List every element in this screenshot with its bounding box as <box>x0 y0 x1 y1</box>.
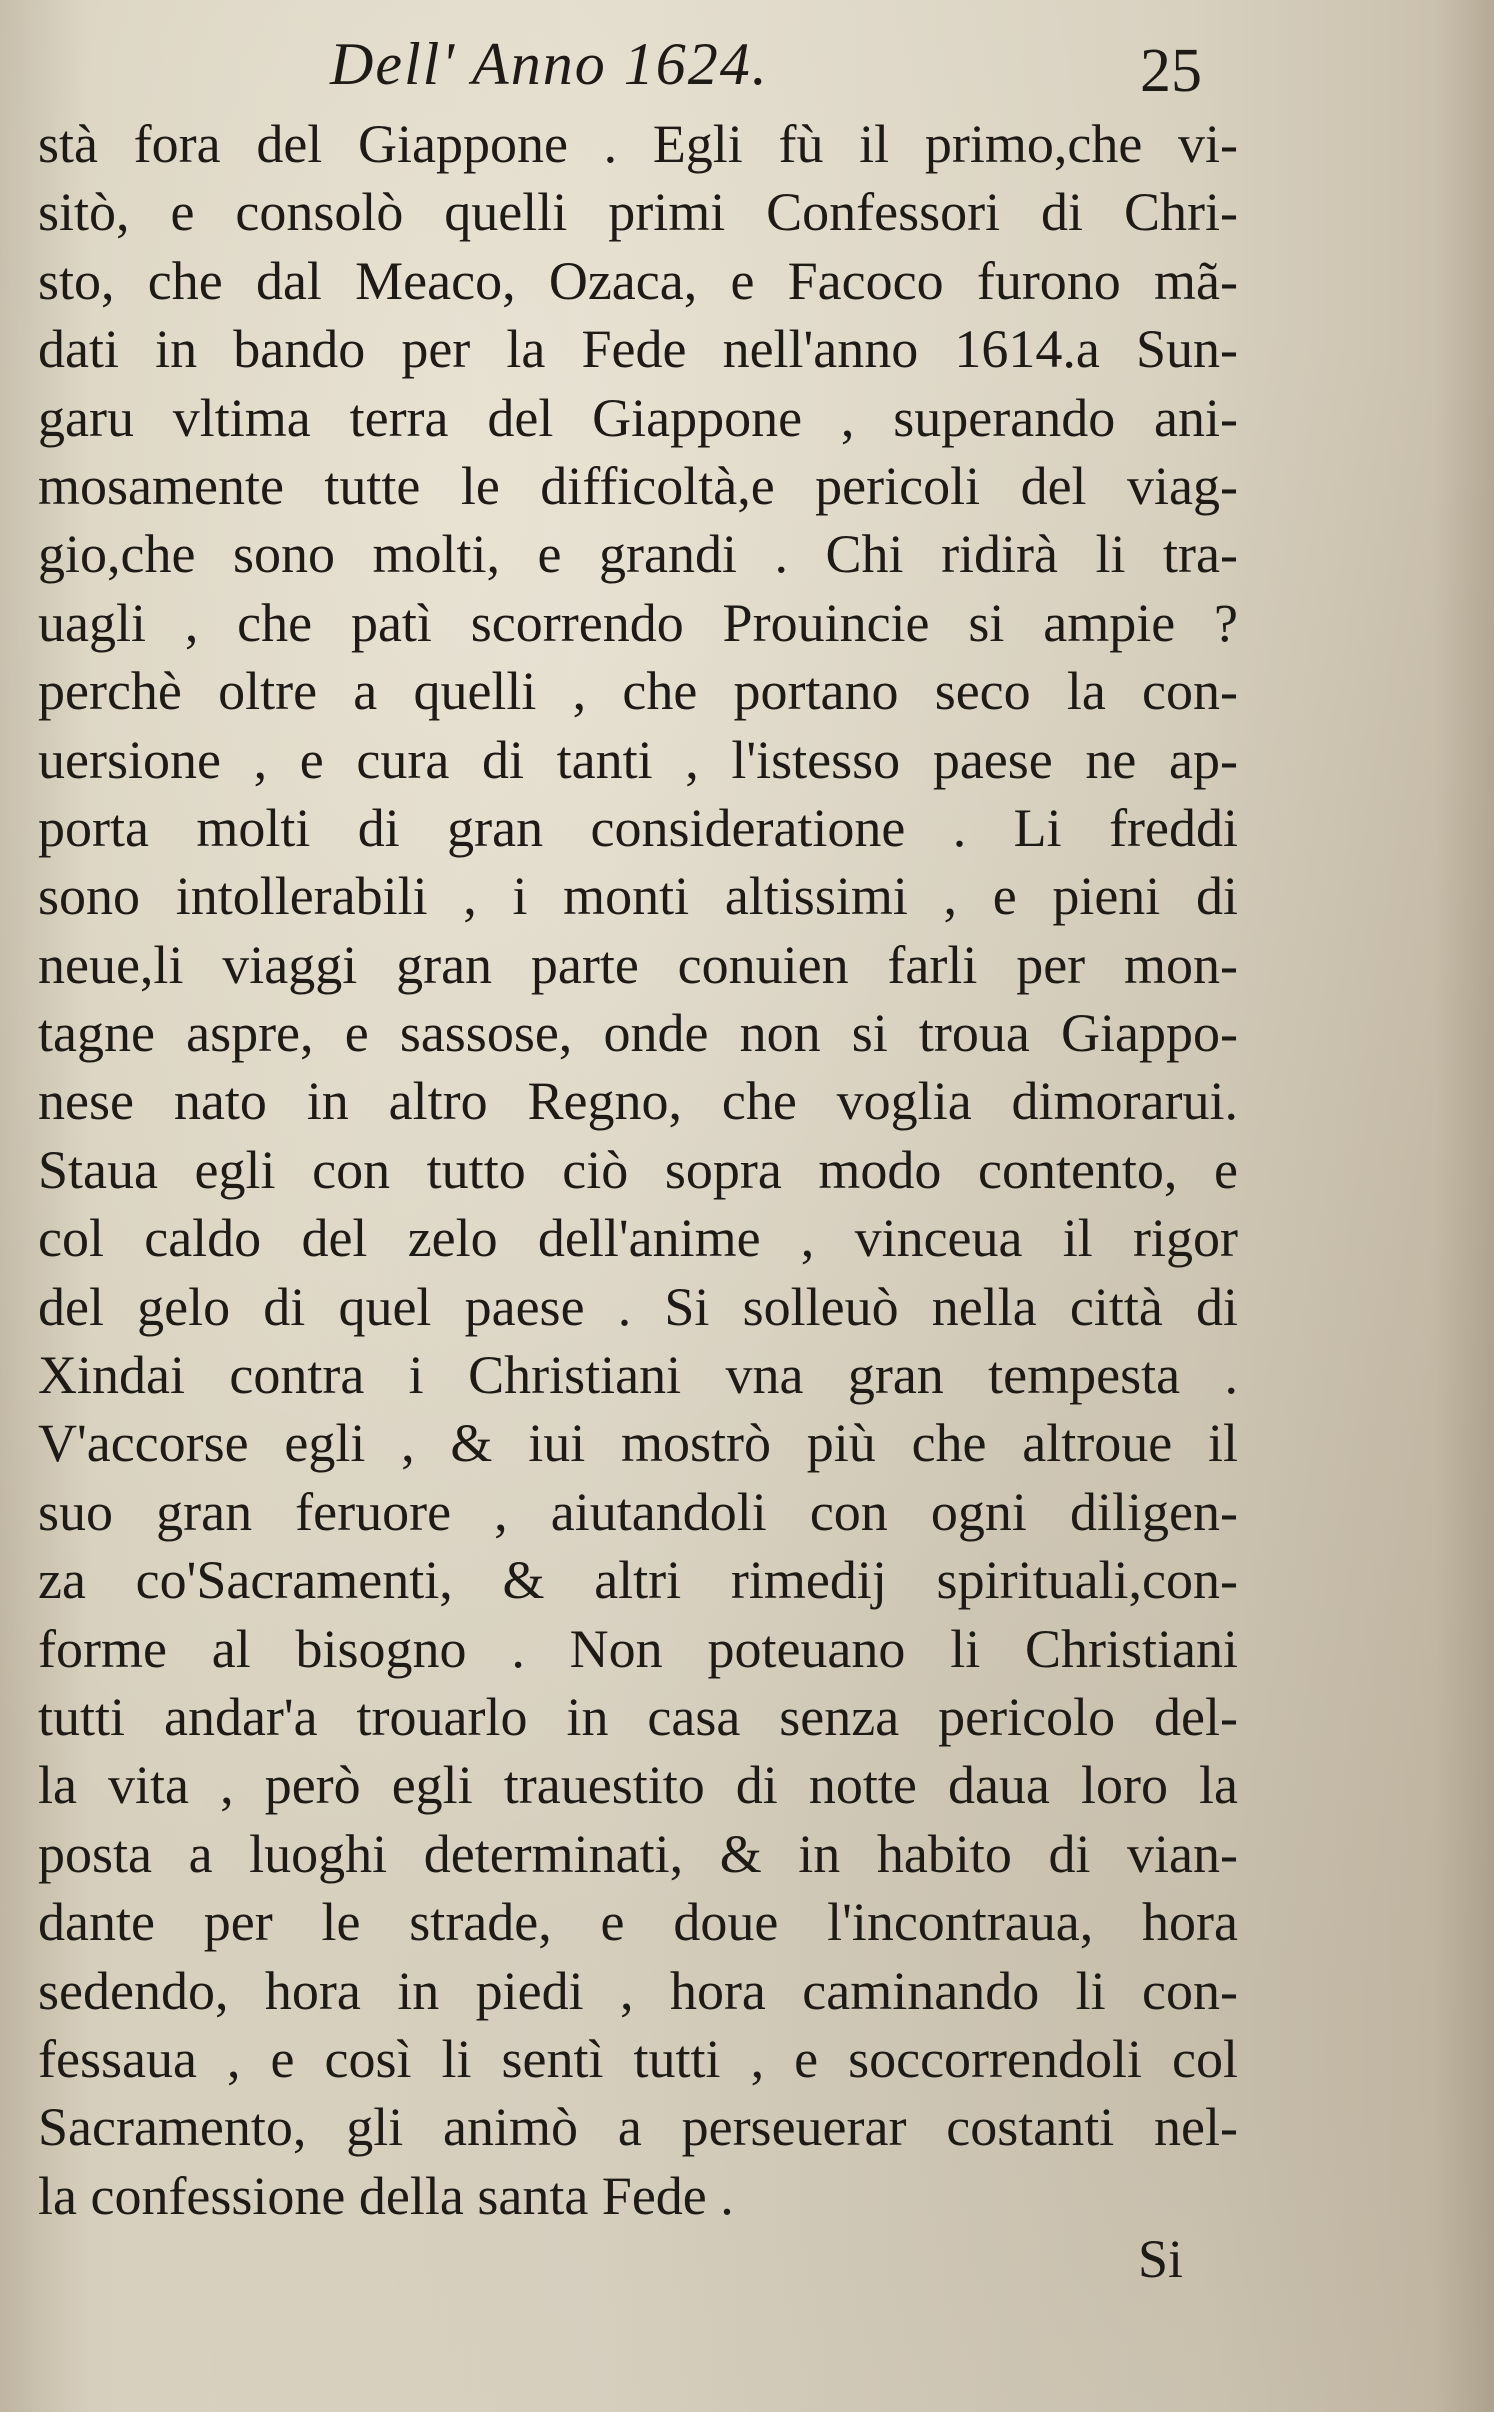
text-line: tagne aspre, e sassose, onde non si troua Giappo- <box>38 1003 1238 1064</box>
text-line: suo gran feruore , aiutandoli con ogni diligen- <box>38 1481 1238 1542</box>
text-line: uersione , e cura di tanti , l'istesso paese ne ap- <box>38 729 1238 790</box>
text-line: Xindai contra i Christiani vna gran tempesta . <box>38 1345 1238 1406</box>
text-line: tutti andar'a trouarlo in casa senza pericolo del- <box>38 1686 1238 1747</box>
text-line-last: la confessione della santa Fede . <box>38 2165 734 2226</box>
text-line: sto, che dal Meaco, Ozaca, e Facoco furono mã- <box>38 250 1238 311</box>
text-line: sedendo, hora in piedi , hora caminando li con- <box>38 1960 1238 2021</box>
catchword: Si <box>1138 2229 1184 2289</box>
text-line: neue,li viaggi gran parte conuien farli per mon- <box>38 934 1238 995</box>
text-line: perchè oltre a quelli , che portano seco la con- <box>38 661 1238 722</box>
text-line: za co'Sacramenti, & altri rimedij spirituali,con- <box>38 1550 1238 1611</box>
text-line: sono intollerabili , i monti altissimi , e pieni di <box>38 866 1238 927</box>
text-line: fessaua , e così li sentì tutti , e soccorrendoli col <box>38 2028 1238 2089</box>
text-line: Staua egli con tutto ciò sopra modo contento, e <box>38 1139 1238 1200</box>
text-line: stà fora del Giappone . Egli fù il primo,che vi- <box>38 114 1238 174</box>
body-text <box>38 110 1238 2230</box>
text-line: la vita , però egli trauestito di notte daua loro la <box>38 1755 1238 1816</box>
text-line: posta a luoghi determinati, & in habito di vian- <box>38 1823 1238 1884</box>
text-line: V'accorse egli , & iui mostrò più che altroue il <box>38 1413 1238 1474</box>
text-line: col caldo del zelo dell'anime , vinceua il rigor <box>38 1208 1238 1269</box>
text-line: garu vltima terra del Giappone , superando ani- <box>38 387 1238 448</box>
text-line: uagli , che patì scorrendo Prouincie si ampie ? <box>38 592 1238 653</box>
text-line: porta molti di gran consideratione . Li freddi <box>38 797 1238 858</box>
text-line: Sacramento, gli animò a perseuerar costanti nel- <box>38 2097 1238 2158</box>
running-head: Dell' Anno 1624. <box>330 31 769 97</box>
text-line: forme al bisogno . Non poteuano li Christiani <box>38 1618 1238 1679</box>
page-edge-shadow <box>1434 0 1494 2412</box>
text-line: dati in bando per la Fede nell'anno 1614.a Sun- <box>38 319 1238 380</box>
text-line: dante per le strade, e doue l'incontraua, hora <box>38 1892 1238 1953</box>
text-line: del gelo di quel paese . Si solleuò nella città di <box>38 1276 1238 1337</box>
text-line: mosamente tutte le difficoltà,e pericoli del viag- <box>38 455 1238 516</box>
page-number: 25 <box>1140 37 1202 105</box>
text-line: nese nato in altro Regno, che voglia dimorarui. <box>38 1071 1238 1132</box>
text-line: sitò, e consolò quelli primi Confessori di Chri- <box>38 182 1238 243</box>
text-line: gio,che sono molti, e grandi . Chi ridirà li tra- <box>38 524 1238 585</box>
